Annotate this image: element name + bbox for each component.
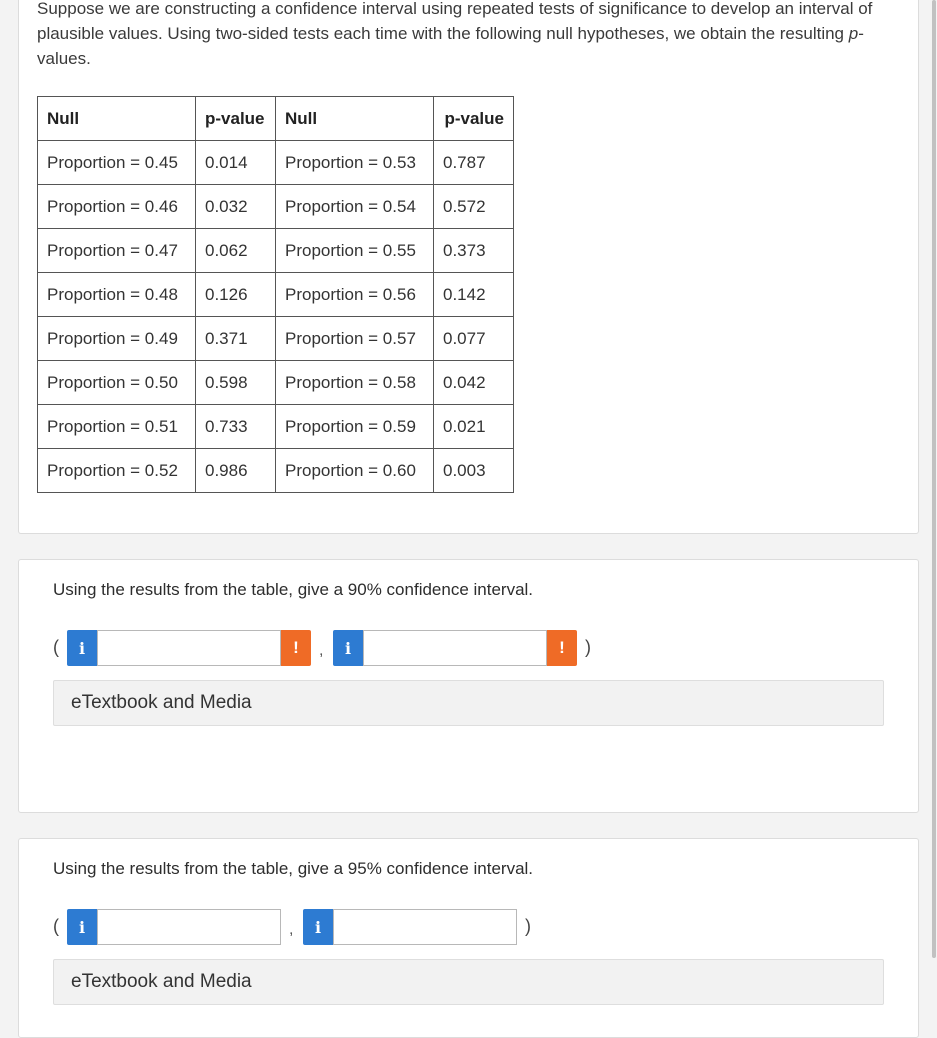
upper-bound-input-90[interactable] [363,630,547,666]
comma-separator: , [319,642,324,659]
table-cell: 0.077 [434,317,514,361]
table-cell: 0.733 [196,405,276,449]
table-cell: 0.032 [196,185,276,229]
scrollbar-track[interactable] [931,0,937,1024]
table-cell: Proportion = 0.52 [38,449,196,493]
table-row [38,141,514,185]
close-paren: ) [525,916,531,936]
question-card [18,0,919,534]
header-null-2: Null [276,97,434,141]
table-cell: Proportion = 0.57 [276,317,434,361]
lower-bound-input-90[interactable] [97,630,281,666]
table-row [38,405,514,449]
table-cell: Proportion = 0.55 [276,229,434,273]
pvalue-table [37,96,514,493]
table-cell: Proportion = 0.49 [38,317,196,361]
table-row [38,449,514,493]
table-cell: Proportion = 0.54 [276,185,434,229]
table-cell: 0.787 [434,141,514,185]
header-pvalue-1: p-value [196,97,276,141]
upper-bound-input-95[interactable] [333,909,517,945]
header-null-1: Null [38,97,196,141]
table-cell: Proportion = 0.59 [276,405,434,449]
table-cell: Proportion = 0.45 [38,141,196,185]
table-header-row [38,97,514,141]
intro-line-1: Suppose we are constructing a confidence interval using repeated tests of significance to develop an interval of [37,0,873,18]
warning-icon[interactable]: ! [547,630,577,666]
table-cell: 0.373 [434,229,514,273]
table-cell: Proportion = 0.48 [38,273,196,317]
info-icon[interactable]: i [333,630,363,666]
question-intro [37,0,917,71]
table-cell: 0.598 [196,361,276,405]
table-cell: Proportion = 0.46 [38,185,196,229]
intro-line-3: values. [37,49,91,68]
open-paren: ( [53,637,59,657]
table-cell: 0.062 [196,229,276,273]
table-row [38,361,514,405]
table-cell: 0.014 [196,141,276,185]
comma-separator: , [289,921,294,938]
table-cell: 0.572 [434,185,514,229]
lower-bound-input-95[interactable] [97,909,281,945]
table-cell: 0.371 [196,317,276,361]
table-cell: 0.986 [196,449,276,493]
warning-icon[interactable]: ! [281,630,311,666]
etextbook-media-button[interactable]: eTextbook and Media [53,959,884,1005]
info-icon[interactable]: i [67,909,97,945]
table-cell: Proportion = 0.60 [276,449,434,493]
table-row [38,185,514,229]
table-cell: 0.042 [434,361,514,405]
table-row [38,229,514,273]
scrollbar-thumb[interactable] [932,0,936,958]
table-cell: Proportion = 0.58 [276,361,434,405]
info-icon[interactable]: i [67,630,97,666]
header-pvalue-2: p-value [434,97,514,141]
table-cell: 0.126 [196,273,276,317]
table-cell: 0.003 [434,449,514,493]
info-icon[interactable]: i [303,909,333,945]
table-row [38,273,514,317]
table-cell: Proportion = 0.53 [276,141,434,185]
table-cell: Proportion = 0.50 [38,361,196,405]
table-cell: 0.021 [434,405,514,449]
table-cell: Proportion = 0.51 [38,405,196,449]
table-cell: 0.142 [434,273,514,317]
intro-hyphen: - [858,24,864,43]
part-2-question: Using the results from the table, give a 95% confidence interval. [53,859,534,878]
close-paren: ) [585,637,591,657]
table-cell: Proportion = 0.47 [38,229,196,273]
etextbook-media-button[interactable]: eTextbook and Media [53,680,884,726]
part-1-question: Using the results from the table, give a 90% confidence interval. [53,580,534,599]
table-row [38,317,514,361]
part-1-card [18,559,919,813]
open-paren: ( [53,916,59,936]
intro-p-italic: p [848,24,859,43]
part-2-card [18,838,919,1038]
intro-line-2: plausible values. Using two-sided tests each time with the following null hypotheses, we obtain the resulting [37,24,849,43]
table-cell: Proportion = 0.56 [276,273,434,317]
